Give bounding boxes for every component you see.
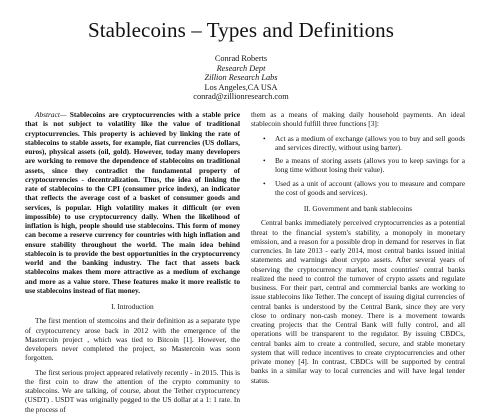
bullet-item bbox=[263, 156, 465, 175]
left-column bbox=[25, 110, 240, 419]
author-block bbox=[0, 54, 482, 102]
bullet-dot-icon: • bbox=[263, 156, 266, 165]
bullet-text: Act as a medium of exchange (allows you to buy and sell goods and services directly, without using barter). bbox=[275, 133, 465, 152]
bullet-item bbox=[263, 134, 465, 153]
author-location: Los Angeles,CA USA bbox=[204, 82, 278, 92]
bullet-text: Used as a unit of account (allows you to measure and compare the cost of goods and services). bbox=[275, 178, 465, 197]
bullet-item bbox=[263, 179, 465, 198]
abstract-lead: Abstract— bbox=[35, 110, 67, 119]
right-column bbox=[251, 110, 465, 390]
right-paragraph-1: them as a means of making daily household payments. An ideal stablecoin should fulfill three functions [3]: bbox=[251, 110, 465, 129]
abstract bbox=[25, 110, 240, 295]
author-org: Zillion Research Labs bbox=[204, 73, 278, 83]
abstract-text: Stablecoins are cryptocurrencies with a stable price that is not subject to volatility like the value of traditional cryptocurrencies. This property is achieved by linking the rate of stablecoins to stable assets, for example, fiat currencies (US dollars, euros), physical assets (oil, gold). However, today many developers are working to remove the dependence of stablecoins on traditional assets, since they contradict the fundamental property of cryptocurrencies - decentralization. Thus, the idea of linking the rate of stablecoins to the CPI (consumer price index), an indicator that reflects the average cost of a basket of consumer goods and services, is popular. High volatility makes it difficult (or even impossible) to use cryptocurrency daily. When the likelihood of inflation is high, people should use stablecoins. This form of money can become a reserve currency for countries with high inflation and ensure stability throughout the world. The main idea behind stablecoin is to provide the best opportunities in the cryptocurrency world and the banking industry. The fact that assets back stablecoins makes them more attractive as a medium of exchange and more as a value store. These features make it more realistic to use stablecoins instead of fiat money. bbox=[25, 110, 240, 295]
section-heading-introduction: I. Introduction bbox=[111, 302, 154, 311]
function-bullet-list bbox=[251, 134, 465, 198]
paper-title: Stablecoins – Types and Definitions bbox=[87, 18, 395, 42]
intro-paragraph-1: The first mention of stemcoins and their definition as a separate type of cryptocurrency arose back in 2012 with the emergence of the Mastercoin project , which was tied to Bitcoin [1]. However, the developers never completed the project, so Mastercoin was soon forgotten. bbox=[25, 316, 240, 363]
author-dept: Research Dept bbox=[216, 63, 266, 73]
section-heading-government: II. Government and bank stablecoins bbox=[303, 204, 413, 213]
bullet-dot-icon: • bbox=[263, 178, 266, 188]
bullet-dot-icon: • bbox=[263, 133, 266, 143]
intro-paragraph-2: The first serious project appeared relatively recently - in 2015. This is the first coin to draw the attention of the crypto community to stablecoins. We are talking, of course, about the Tether cryptocurrency (USDT) . USDT was originally pegged to the US dollar at a 1: 1 rate. In the process of bbox=[25, 367, 241, 414]
bullet-text: Be a means of storing assets (allows you to keep savings for a long time without losing their value). bbox=[275, 156, 465, 175]
gov-paragraph-1: Central banks immediately perceived cryptocurrencies as a potential threat to the financial system's stability, a monopoly in monetary emission, and a reason for a possible drop in demand for reserves in fiat currencies. In late 2013 - early 2014, most central banks issued initial statements and warnings about crypto assets. After several years of observing the cryptocurrency market, most countries' central banks realized the need to control the turnover of crypto assets and regulate business. For their part, central and commercial banks are working to issue stablecoins like Tether. The concept of issuing digital currencies of central banks is understood by the Central Bank, since they are very close to ordinary non-cash money. There is a movement towards creating projects that the Central Bank will fully control, and all operations will be transparent to the regulator. By issuing CBDCs, central banks aim to create a controlled, secure, and stable monetary system that will reduce incentives to create cryptocurrencies and other private money [4]. In contrast, CBDCs will be supported by central banks in a similar way to local currencies and will have legal tender status. bbox=[251, 218, 465, 385]
author-email: conrad@zillionresearch.com bbox=[193, 92, 289, 102]
author-name: Conrad Roberts bbox=[214, 54, 268, 63]
